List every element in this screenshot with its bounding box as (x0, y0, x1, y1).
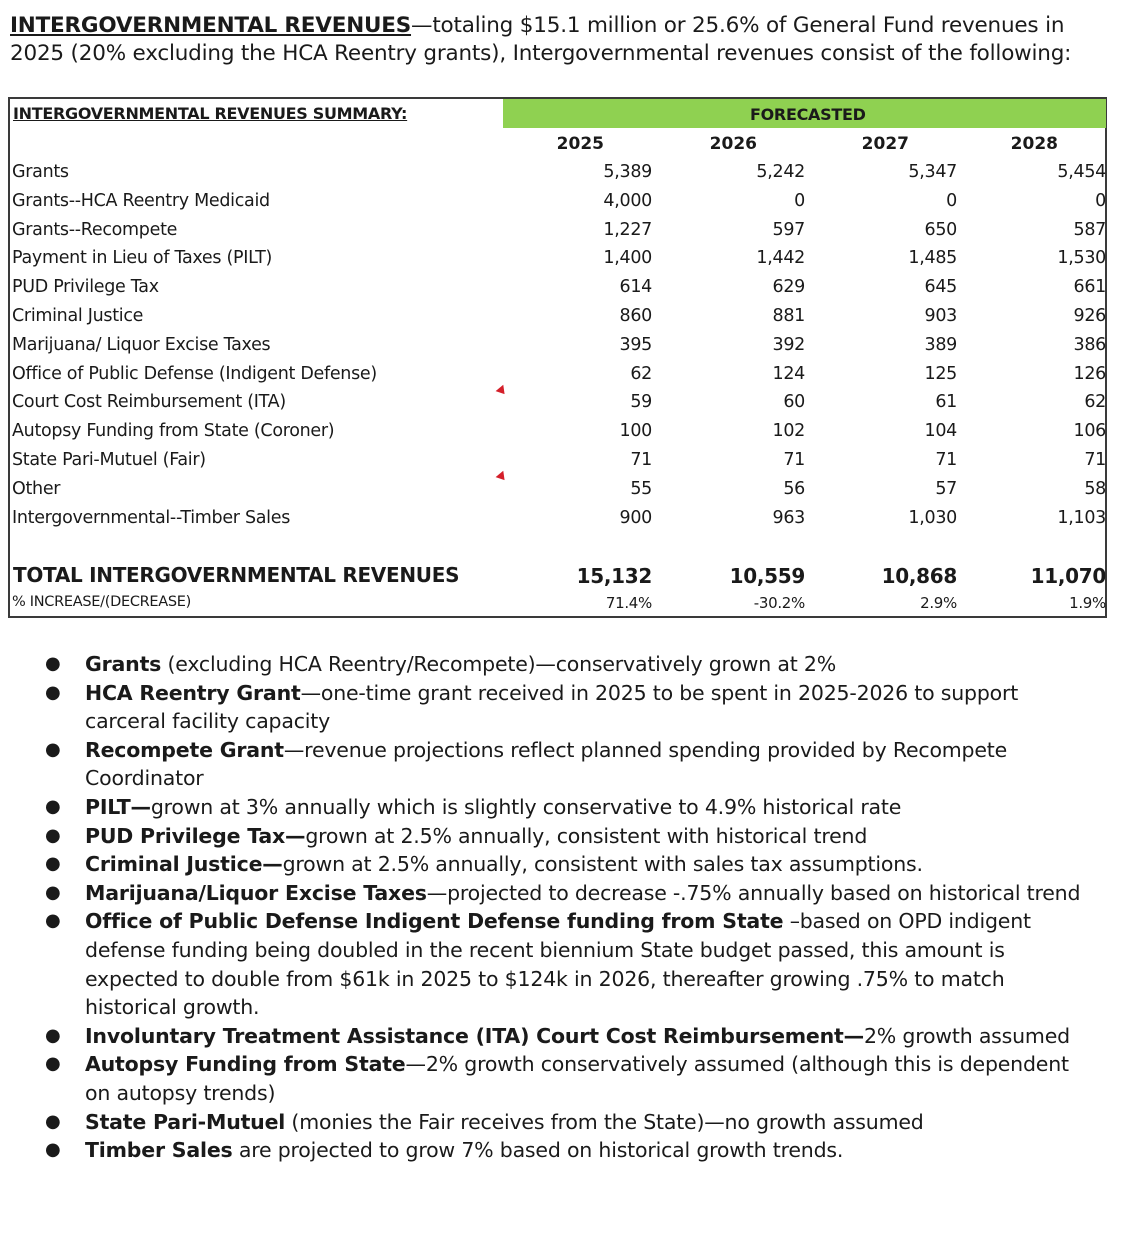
cell-2026: 963 (772, 507, 805, 528)
cell-2028: 126 (1073, 363, 1106, 384)
row-label: Criminal Justice (12, 305, 144, 326)
list-item (0, 1050, 1126, 1107)
percent-change-label: % INCREASE/(DECREASE) (12, 594, 192, 610)
note-term: State Pari-Mutuel (85, 1109, 286, 1134)
cell-2027: 5,347 (908, 162, 957, 182)
note-term: Autopsy Funding from State (85, 1052, 406, 1077)
bullet-icon: ● (45, 681, 61, 703)
note-text: grown at 2.5% annually, consistent with sales tax assumptions. (282, 852, 923, 877)
table-row (10, 420, 1105, 449)
note-text: are projected to grow 7% based on historical growth trends. (232, 1138, 844, 1163)
row-label: State Pari-Mutuel (Fair) (12, 449, 206, 470)
note-text: 2% growth assumed (863, 1023, 1070, 1048)
cell-2028: 71 (1084, 449, 1106, 470)
table-row (10, 363, 1105, 392)
cell-2027: 61 (935, 392, 957, 413)
note-text: grown at 3% annually which is slightly conservative to 4.9% historical rate (150, 794, 902, 819)
row-label: Autopsy Funding from State (Coroner) (12, 421, 335, 442)
bullet-icon: ● (45, 910, 61, 932)
cell-2025: 62 (630, 363, 652, 384)
cell-2025: 395 (619, 334, 652, 355)
list-item (0, 793, 1126, 822)
bullet-icon: ● (45, 1139, 61, 1161)
table-row (10, 391, 1105, 420)
pct-2025: 71.4% (605, 594, 652, 612)
cell-2026: 0 (794, 190, 805, 211)
summary-rows (10, 161, 1105, 535)
bullet-icon: ● (45, 824, 61, 846)
bullet-icon: ● (45, 853, 61, 875)
cell-2027: 903 (924, 305, 957, 326)
cell-2027: 57 (935, 478, 957, 499)
intro-paragraph (10, 12, 1110, 68)
row-label: Marijuana/ Liquor Excise Taxes (12, 334, 271, 355)
cell-2026: 56 (783, 478, 805, 499)
cell-2028: 5,454 (1057, 162, 1106, 182)
note-term: Marijuana/Liquor Excise Taxes (85, 880, 427, 905)
cell-2026: 124 (772, 363, 805, 384)
bullet-icon: ● (45, 653, 61, 674)
row-label: Intergovernmental--Timber Sales (12, 507, 291, 528)
note-text: —2% growth conservatively assumed (although this is dependent on autopsy trends) (85, 1052, 1069, 1105)
list-item (0, 822, 1126, 851)
total-2025: 15,132 (576, 564, 652, 588)
cell-2028: 62 (1084, 392, 1106, 413)
list-item (0, 650, 1126, 679)
list-item (0, 850, 1126, 879)
row-label: Office of Public Defense (Indigent Defense) (12, 363, 377, 384)
total-2026: 10,559 (729, 564, 805, 588)
cell-2028: 587 (1073, 219, 1106, 240)
cell-2025: 900 (619, 507, 652, 528)
row-label: Grants (12, 162, 69, 182)
pct-2026: -30.2% (753, 594, 805, 612)
table-row (10, 247, 1105, 276)
table-row (10, 334, 1105, 363)
note-text: grown at 2.5% annually, consistent with historical trend (305, 823, 868, 848)
cell-2028: 926 (1073, 305, 1106, 326)
revenue-summary-table (8, 97, 1107, 618)
list-item (0, 907, 1126, 1021)
row-label: Other (12, 478, 61, 499)
note-text: (monies the Fair receives from the State)—no growth assumed (285, 1109, 924, 1134)
list-item (0, 736, 1126, 793)
year-header: 2027 (861, 134, 909, 154)
cell-2025: 4,000 (603, 190, 652, 211)
cell-2025: 55 (630, 478, 652, 499)
total-row (10, 563, 1105, 591)
total-2028: 11,070 (1030, 564, 1106, 588)
row-label: PUD Privilege Tax (12, 277, 159, 298)
summary-title: INTERGOVERNMENTAL REVENUES SUMMARY: (13, 104, 408, 123)
cell-2028: 661 (1073, 277, 1106, 298)
table-row (10, 276, 1105, 305)
list-item (0, 1136, 1126, 1165)
cell-2028: 1,103 (1057, 507, 1106, 528)
note-text: —revenue projections reflect planned spending provided by Recompete Coordinator (85, 737, 1008, 791)
row-label: Payment in Lieu of Taxes (PILT) (12, 248, 273, 269)
cell-2026: 71 (783, 449, 805, 470)
cell-2026: 5,242 (756, 162, 805, 182)
cell-2026: 392 (772, 334, 805, 355)
cell-2026: 60 (783, 392, 805, 413)
note-term: Office of Public Defense Indigent Defense funding from State (85, 909, 784, 934)
cell-2025: 1,227 (603, 219, 652, 240)
cell-2025: 1,400 (603, 248, 652, 269)
bullet-icon: ● (45, 1053, 61, 1075)
year-header: 2026 (709, 134, 757, 154)
list-item (0, 1108, 1126, 1137)
forecast-label: FORECASTED (750, 105, 866, 124)
bullet-icon: ● (45, 738, 61, 760)
cell-2028: 106 (1073, 421, 1106, 442)
note-term: Timber Sales (85, 1138, 233, 1163)
row-label: Grants--Recompete (12, 219, 178, 240)
year-header: 2025 (556, 134, 604, 154)
table-row (10, 449, 1105, 478)
row-label: Court Cost Reimbursement (ITA) (12, 392, 286, 413)
pct-2028: 1.9% (1069, 594, 1106, 612)
cell-2026: 1,442 (756, 248, 805, 269)
cell-2028: 1,530 (1057, 248, 1106, 269)
note-text: —one-time grant received in 2025 to be spent in 2025-2026 to support carceral facility capacity (85, 680, 1019, 734)
cell-2025: 59 (630, 392, 652, 413)
note-text: —projected to decrease -.75% annually based on historical trend (426, 880, 1081, 905)
cell-2026: 102 (772, 421, 805, 442)
bullet-icon: ● (45, 1024, 61, 1046)
cell-2027: 645 (924, 277, 957, 298)
cell-2028: 386 (1073, 334, 1106, 355)
total-2027: 10,868 (881, 564, 957, 588)
cell-2025: 71 (630, 449, 652, 470)
table-row (10, 305, 1105, 334)
list-item (0, 679, 1126, 736)
cell-2025: 860 (619, 305, 652, 326)
row-label: Grants--HCA Reentry Medicaid (12, 190, 270, 211)
assumptions-list (0, 650, 1126, 1165)
cell-2026: 597 (772, 219, 805, 240)
note-term: PUD Privilege Tax— (85, 823, 306, 848)
list-item (0, 879, 1126, 908)
table-row (10, 478, 1105, 507)
list-item (0, 1022, 1126, 1051)
bullet-icon: ● (45, 795, 61, 817)
note-term: Involuntary Treatment Assistance (ITA) Court Cost Reimbursement— (85, 1023, 864, 1048)
percent-change-row (10, 593, 1105, 615)
cell-2028: 58 (1084, 478, 1106, 499)
cell-2025: 100 (619, 421, 652, 442)
cell-2027: 1,030 (908, 507, 957, 528)
note-term: Recompete Grant (85, 737, 284, 762)
note-term: PILT— (85, 794, 151, 819)
note-term: HCA Reentry Grant (85, 680, 301, 705)
cell-2027: 125 (924, 363, 957, 384)
bullet-icon: ● (45, 881, 61, 903)
cell-2027: 389 (924, 334, 957, 355)
cell-2026: 629 (772, 277, 805, 298)
note-term: Criminal Justice— (85, 852, 283, 877)
table-row (10, 161, 1105, 190)
cell-2026: 881 (772, 305, 805, 326)
table-row (10, 219, 1105, 248)
cell-2025: 5,389 (603, 162, 652, 182)
cell-2027: 650 (924, 219, 957, 240)
table-row (10, 190, 1105, 219)
note-text: (excluding HCA Reentry/Recompete)—conservatively grown at 2% (161, 652, 836, 676)
cell-2027: 71 (935, 449, 957, 470)
pct-2027: 2.9% (920, 594, 957, 612)
cell-2027: 1,485 (908, 248, 957, 269)
table-row (10, 507, 1105, 536)
note-text: –based on OPD indigent defense funding being doubled in the recent biennium State budget passed, this amount is expected to double from $61k in 2025 to $124k in 2026, thereafter growing .75% to match historical growth. (85, 909, 1031, 1020)
bullet-icon: ● (45, 1110, 61, 1132)
cell-2025: 614 (619, 277, 652, 298)
cell-2027: 0 (946, 190, 957, 211)
note-term: Grants (85, 652, 162, 676)
intro-lead: INTERGOVERNMENTAL REVENUES (10, 13, 412, 38)
cell-2028: 0 (1095, 190, 1106, 211)
cell-2027: 104 (924, 421, 957, 442)
total-label: TOTAL INTERGOVERNMENTAL REVENUES (13, 563, 460, 587)
intro-text: —totaling $15.1 million or 25.6% of General Fund revenues in 2025 (20% excluding the HCA Reentry grants), Intergovernmental revenues consist of the following: (10, 13, 1072, 66)
year-header: 2028 (1010, 134, 1058, 154)
